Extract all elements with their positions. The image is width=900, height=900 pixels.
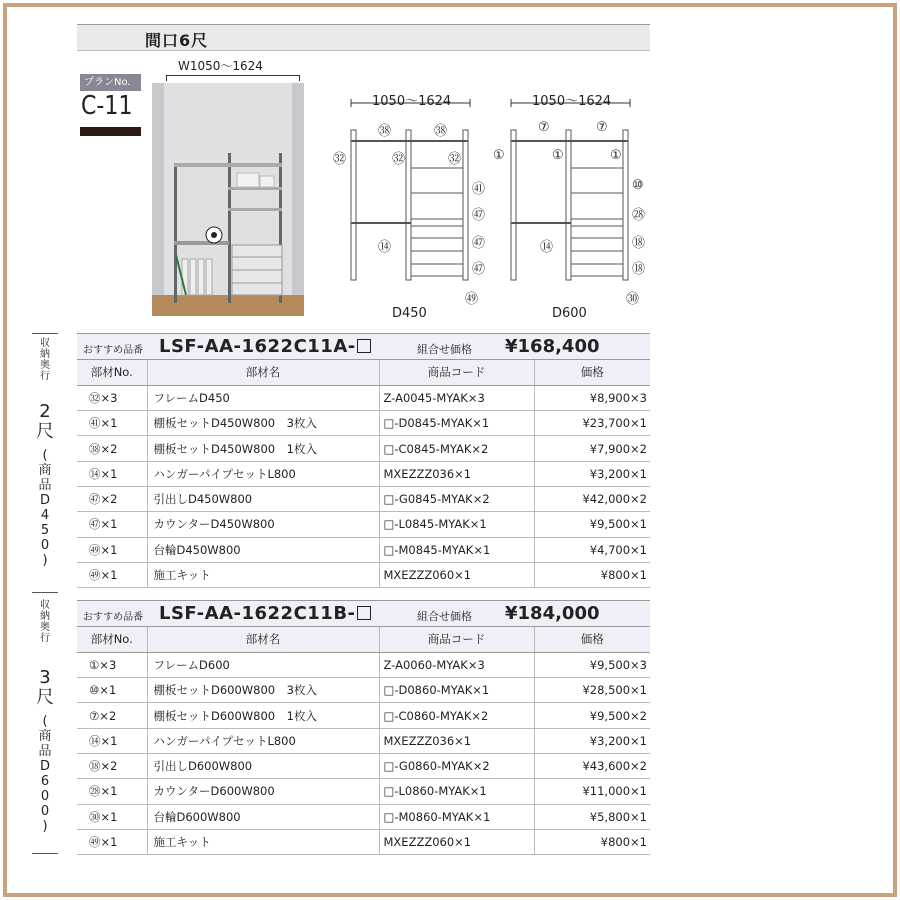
recommended-row bbox=[77, 600, 650, 627]
callout: ㉜ bbox=[333, 152, 347, 167]
side-char: 0 bbox=[40, 538, 50, 553]
side-char: 3 bbox=[39, 667, 51, 688]
part-price: ¥23,700×1 bbox=[534, 411, 650, 436]
side-char: ( bbox=[42, 448, 48, 463]
part-name: フレームD600 bbox=[147, 652, 379, 677]
table-row bbox=[77, 537, 650, 562]
part-code: □-C0860-MYAK×2 bbox=[379, 703, 534, 728]
plan-code: C-11 bbox=[81, 91, 133, 121]
recommended-row bbox=[77, 333, 650, 360]
side-divider bbox=[32, 592, 58, 593]
part-no: ⑩×1 bbox=[77, 678, 147, 703]
part-price: ¥3,200×1 bbox=[534, 461, 650, 486]
side-char: D bbox=[39, 759, 50, 774]
part-code: □-L0860-MYAK×1 bbox=[379, 779, 534, 804]
part-price: ¥11,000×1 bbox=[534, 779, 650, 804]
recommended-label: おすすめ品番 bbox=[83, 612, 144, 623]
part-price: ¥43,600×2 bbox=[534, 753, 650, 778]
side-char: D bbox=[39, 493, 50, 508]
side-char: 納 bbox=[40, 611, 50, 622]
column-header: 部材No. bbox=[77, 627, 147, 652]
callout: ⑭ bbox=[540, 240, 554, 255]
callout: ⑭ bbox=[378, 240, 392, 255]
callout: ㉜ bbox=[392, 152, 406, 167]
table-row bbox=[77, 804, 650, 829]
part-code: MXEZZZ036×1 bbox=[379, 461, 534, 486]
side-divider bbox=[32, 333, 58, 334]
table-row bbox=[77, 652, 650, 677]
callout: ㊶ bbox=[472, 182, 486, 197]
recommended-label: おすすめ品番 bbox=[83, 345, 144, 356]
part-code: Z-A0060-MYAK×3 bbox=[379, 652, 534, 677]
side-char: 0 bbox=[40, 789, 50, 804]
set-price-label: 組合せ価格 bbox=[417, 343, 472, 356]
diagram-d600 bbox=[490, 83, 650, 303]
parts-table bbox=[77, 627, 650, 855]
part-no: ⑭×1 bbox=[77, 728, 147, 753]
callout: ㊳ bbox=[434, 124, 448, 139]
side-char: 商 bbox=[38, 729, 52, 744]
table-row bbox=[77, 411, 650, 436]
table-row bbox=[77, 436, 650, 461]
part-no: ㊾×1 bbox=[77, 537, 147, 562]
part-price: ¥800×1 bbox=[534, 829, 650, 854]
product-code bbox=[159, 603, 371, 624]
diagram-d450-width: 1050〜1624 bbox=[372, 94, 452, 109]
callout: ㉜ bbox=[448, 152, 462, 167]
part-no: ⑭×1 bbox=[77, 461, 147, 486]
side-char: 6 bbox=[40, 774, 50, 789]
callout: ㉘ bbox=[632, 208, 646, 223]
part-no: ㉘×1 bbox=[77, 779, 147, 804]
part-price: ¥7,900×2 bbox=[534, 436, 650, 461]
part-code: □-G0860-MYAK×2 bbox=[379, 753, 534, 778]
column-header: 商品コード bbox=[379, 627, 534, 652]
part-no: ⑦×2 bbox=[77, 703, 147, 728]
side-label-d600 bbox=[32, 600, 58, 834]
side-char: 行 bbox=[40, 371, 50, 382]
part-code: □-C0845-MYAK×2 bbox=[379, 436, 534, 461]
table-header-row bbox=[77, 627, 650, 652]
diagram-d600-width: 1050〜1624 bbox=[532, 94, 612, 109]
callout: ① bbox=[610, 148, 622, 163]
part-code: MXEZZZ036×1 bbox=[379, 728, 534, 753]
side-char: 収 bbox=[40, 338, 50, 349]
part-name: 棚板セットD600W800 3枚入 bbox=[147, 678, 379, 703]
part-no: ⑱×2 bbox=[77, 753, 147, 778]
part-name: ハンガーパイプセットL800 bbox=[147, 461, 379, 486]
column-header: 部材名 bbox=[147, 627, 379, 652]
side-char: ) bbox=[42, 819, 48, 834]
part-code: □-G0845-MYAK×2 bbox=[379, 486, 534, 511]
color-code-box bbox=[357, 339, 371, 353]
callout: ㉚ bbox=[626, 292, 640, 307]
set-price: ¥168,400 bbox=[505, 336, 600, 357]
part-name: 棚板セットD450W800 3枚入 bbox=[147, 411, 379, 436]
photo-dimension-line bbox=[166, 75, 300, 81]
callout: ㊼ bbox=[472, 208, 486, 223]
part-no: ㉚×1 bbox=[77, 804, 147, 829]
table-row bbox=[77, 703, 650, 728]
part-code: □-D0845-MYAK×1 bbox=[379, 411, 534, 436]
part-price: ¥8,900×3 bbox=[534, 385, 650, 410]
part-no: ㊳×2 bbox=[77, 436, 147, 461]
part-name: 台輪D600W800 bbox=[147, 804, 379, 829]
side-char: 奥 bbox=[40, 622, 50, 633]
callout: ⑦ bbox=[538, 120, 550, 135]
callout: ⑦ bbox=[596, 120, 608, 135]
table-row bbox=[77, 678, 650, 703]
product-code-text: LSF-AA-1622C11B- bbox=[159, 603, 356, 624]
side-char: 奥 bbox=[40, 360, 50, 371]
side-divider bbox=[32, 853, 58, 854]
product-code-text: LSF-AA-1622C11A- bbox=[159, 336, 356, 357]
side-char: 商 bbox=[38, 463, 52, 478]
column-header: 商品コード bbox=[379, 360, 534, 385]
table-row bbox=[77, 753, 650, 778]
part-code: MXEZZZ060×1 bbox=[379, 562, 534, 587]
side-char: 納 bbox=[40, 349, 50, 360]
side-char: 品 bbox=[38, 478, 52, 493]
side-char: ) bbox=[42, 553, 48, 568]
part-name: 施工キット bbox=[147, 562, 379, 587]
color-code-box bbox=[357, 606, 371, 620]
page-header bbox=[77, 24, 650, 51]
callout: ⑱ bbox=[632, 262, 646, 277]
callout: ㊾ bbox=[465, 292, 479, 307]
table-row bbox=[77, 461, 650, 486]
part-no: ㉜×3 bbox=[77, 385, 147, 410]
side-char: 収 bbox=[40, 600, 50, 611]
table-row bbox=[77, 385, 650, 410]
part-name: 施工キット bbox=[147, 829, 379, 854]
part-price: ¥5,800×1 bbox=[534, 804, 650, 829]
part-code: MXEZZZ060×1 bbox=[379, 829, 534, 854]
table-header-row bbox=[77, 360, 650, 385]
part-name: フレームD450 bbox=[147, 385, 379, 410]
part-price: ¥4,700×1 bbox=[534, 537, 650, 562]
side-char: 尺 bbox=[36, 421, 54, 442]
closet-photo bbox=[152, 83, 304, 316]
part-no: ㊼×2 bbox=[77, 486, 147, 511]
column-header: 価格 bbox=[534, 360, 650, 385]
part-price: ¥800×1 bbox=[534, 562, 650, 587]
callout: ⑩ bbox=[632, 178, 644, 193]
side-char: 2 bbox=[39, 401, 51, 422]
side-label-d450 bbox=[32, 338, 58, 568]
set-price: ¥184,000 bbox=[505, 603, 600, 624]
plan-color-bar bbox=[80, 127, 141, 136]
table-row bbox=[77, 562, 650, 587]
column-header: 部材名 bbox=[147, 360, 379, 385]
part-name: カウンターD600W800 bbox=[147, 779, 379, 804]
part-price: ¥42,000×2 bbox=[534, 486, 650, 511]
photo-width-label: W1050〜1624 bbox=[178, 59, 263, 73]
part-name: ハンガーパイプセットL800 bbox=[147, 728, 379, 753]
side-char: 尺 bbox=[36, 687, 54, 708]
product-code bbox=[159, 336, 371, 357]
page-title: 間口6尺 bbox=[145, 31, 209, 50]
side-char: 4 bbox=[40, 508, 50, 523]
part-no: ㊼×1 bbox=[77, 512, 147, 537]
column-header: 価格 bbox=[534, 627, 650, 652]
side-char: 品 bbox=[38, 744, 52, 759]
part-price: ¥3,200×1 bbox=[534, 728, 650, 753]
set-price-label: 組合せ価格 bbox=[417, 610, 472, 623]
part-price: ¥9,500×3 bbox=[534, 652, 650, 677]
diagram-d450-caption: D450 bbox=[392, 306, 427, 321]
callout: ① bbox=[493, 148, 505, 163]
part-no: ㊾×1 bbox=[77, 562, 147, 587]
part-code: □-M0845-MYAK×1 bbox=[379, 537, 534, 562]
part-price: ¥9,500×1 bbox=[534, 512, 650, 537]
part-price: ¥9,500×2 bbox=[534, 703, 650, 728]
part-name: 引出しD600W800 bbox=[147, 753, 379, 778]
callout: ⑱ bbox=[632, 236, 646, 251]
table-row bbox=[77, 829, 650, 854]
side-char: ( bbox=[42, 714, 48, 729]
part-price: ¥28,500×1 bbox=[534, 678, 650, 703]
diagram-d600-caption: D600 bbox=[552, 306, 587, 321]
side-char: 5 bbox=[40, 523, 50, 538]
part-code: □-L0845-MYAK×1 bbox=[379, 512, 534, 537]
column-header: 部材No. bbox=[77, 360, 147, 385]
table-row bbox=[77, 512, 650, 537]
part-name: 引出しD450W800 bbox=[147, 486, 379, 511]
callout: ㊳ bbox=[378, 124, 392, 139]
plan-number-badge: プランNo. bbox=[80, 74, 141, 91]
callout: ① bbox=[552, 148, 564, 163]
table-row bbox=[77, 486, 650, 511]
diagram-d450 bbox=[330, 83, 490, 303]
part-code: Z-A0045-MYAK×3 bbox=[379, 385, 534, 410]
part-name: カウンターD450W800 bbox=[147, 512, 379, 537]
part-name: 棚板セットD450W800 1枚入 bbox=[147, 436, 379, 461]
side-char: 0 bbox=[40, 804, 50, 819]
table-row bbox=[77, 728, 650, 753]
part-code: □-D0860-MYAK×1 bbox=[379, 678, 534, 703]
callout: ㊼ bbox=[472, 236, 486, 251]
part-no: ㊶×1 bbox=[77, 411, 147, 436]
parts-table bbox=[77, 360, 650, 588]
callout: ㊼ bbox=[472, 262, 486, 277]
part-no: ①×3 bbox=[77, 652, 147, 677]
part-code: □-M0860-MYAK×1 bbox=[379, 804, 534, 829]
side-char: 行 bbox=[40, 633, 50, 644]
part-no: ㊾×1 bbox=[77, 829, 147, 854]
part-name: 台輪D450W800 bbox=[147, 537, 379, 562]
part-name: 棚板セットD600W800 1枚入 bbox=[147, 703, 379, 728]
table-row bbox=[77, 779, 650, 804]
